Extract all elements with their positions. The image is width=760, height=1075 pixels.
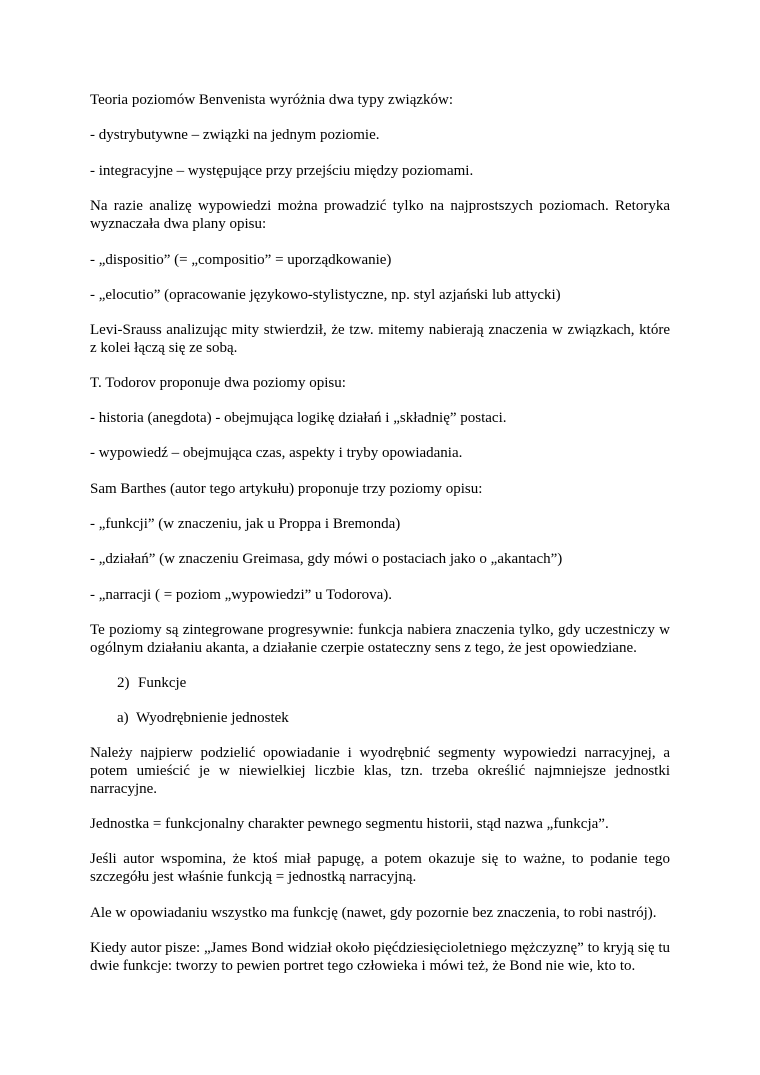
subsection-heading: [117, 709, 697, 727]
list-item: - „elocutio” (opracowanie językowo-stylistyczne, np. styl azjański lub attycki): [90, 287, 561, 303]
section-title: Funkcje: [138, 675, 187, 691]
paragraph: T. Todorov proponuje dwa poziomy opisu:: [90, 375, 346, 391]
paragraph: Jeśli autor wspomina, że ktoś miał papugę, a potem okazuje się to ważne, to podanie tego szczegółu jest właśnie funkcją = jednostką narracyjną.: [90, 851, 670, 885]
paragraph: Na razie analizę wypowiedzi można prowadzić tylko na najprostszych poziomach. Retoryka wyznaczała dwa plany opisu:: [90, 198, 670, 232]
list-item: - historia (anegdota) - obejmująca logikę działań i „składnię” postaci.: [90, 410, 507, 426]
list-item: - „funkcji” (w znaczeniu, jak u Proppa i Bremonda): [90, 516, 401, 532]
list-item: - integracyjne – występujące przy przejściu między poziomami.: [90, 163, 474, 179]
paragraph: Należy najpierw podzielić opowiadanie i wyodrębnić segmenty wypowiedzi narracyjnej, a potem umieścić je w niewielkiej liczbie klas, tzn. trzeba określić najmniejsze jednostki narracyjne.: [90, 745, 670, 797]
subsection-letter: a): [117, 710, 129, 726]
paragraph: Ale w opowiadaniu wszystko ma funkcję (nawet, gdy pozornie bez znaczenia, to robi nastrój).: [90, 905, 657, 921]
list-item: - dystrybutywne – związki na jednym poziomie.: [90, 127, 380, 143]
subsection-title: Wyodrębnienie jednostek: [136, 710, 289, 726]
list-item: - „działań” (w znaczeniu Greimasa, gdy mówi o postaciach jako o „akantach”): [90, 551, 563, 567]
paragraph: Kiedy autor pisze: „James Bond widział około pięćdziesięcioletniego mężczyznę” to kryją się tu dwie funkcje: tworzy to pewien portret tego człowieka i mówi też, że Bond nie wie, kto to.: [90, 940, 670, 974]
list-item: - „narracji ( = poziom „wypowiedzi” u Todorova).: [90, 587, 393, 603]
paragraph: Sam Barthes (autor tego artykułu) proponuje trzy poziomy opisu:: [90, 481, 483, 497]
paragraph: Levi-Srauss analizując mity stwierdził, że tzw. mitemy nabierają znaczenia w związkach, które z kolei łączą się ze sobą.: [90, 322, 670, 356]
paragraph: Jednostka = funkcjonalny charakter pewnego segmentu historii, stąd nazwa „funkcja”.: [90, 816, 609, 832]
paragraph: Te poziomy są zintegrowane progresywnie: funkcja nabiera znaczenia tylko, gdy uczestniczy w ogólnym działaniu akanta, a działanie czerpie ostateczny sens z tego, że jest opowiedziane.: [90, 622, 670, 656]
list-item: - „dispositio” (= „compositio” = uporządkowanie): [90, 252, 392, 268]
paragraph: Teoria poziomów Benvenista wyróżnia dwa typy związków:: [90, 92, 454, 108]
section-heading: [117, 674, 697, 692]
list-item: - wypowiedź – obejmująca czas, aspekty i tryby opowiadania.: [90, 445, 463, 461]
section-number: 2): [117, 675, 130, 691]
